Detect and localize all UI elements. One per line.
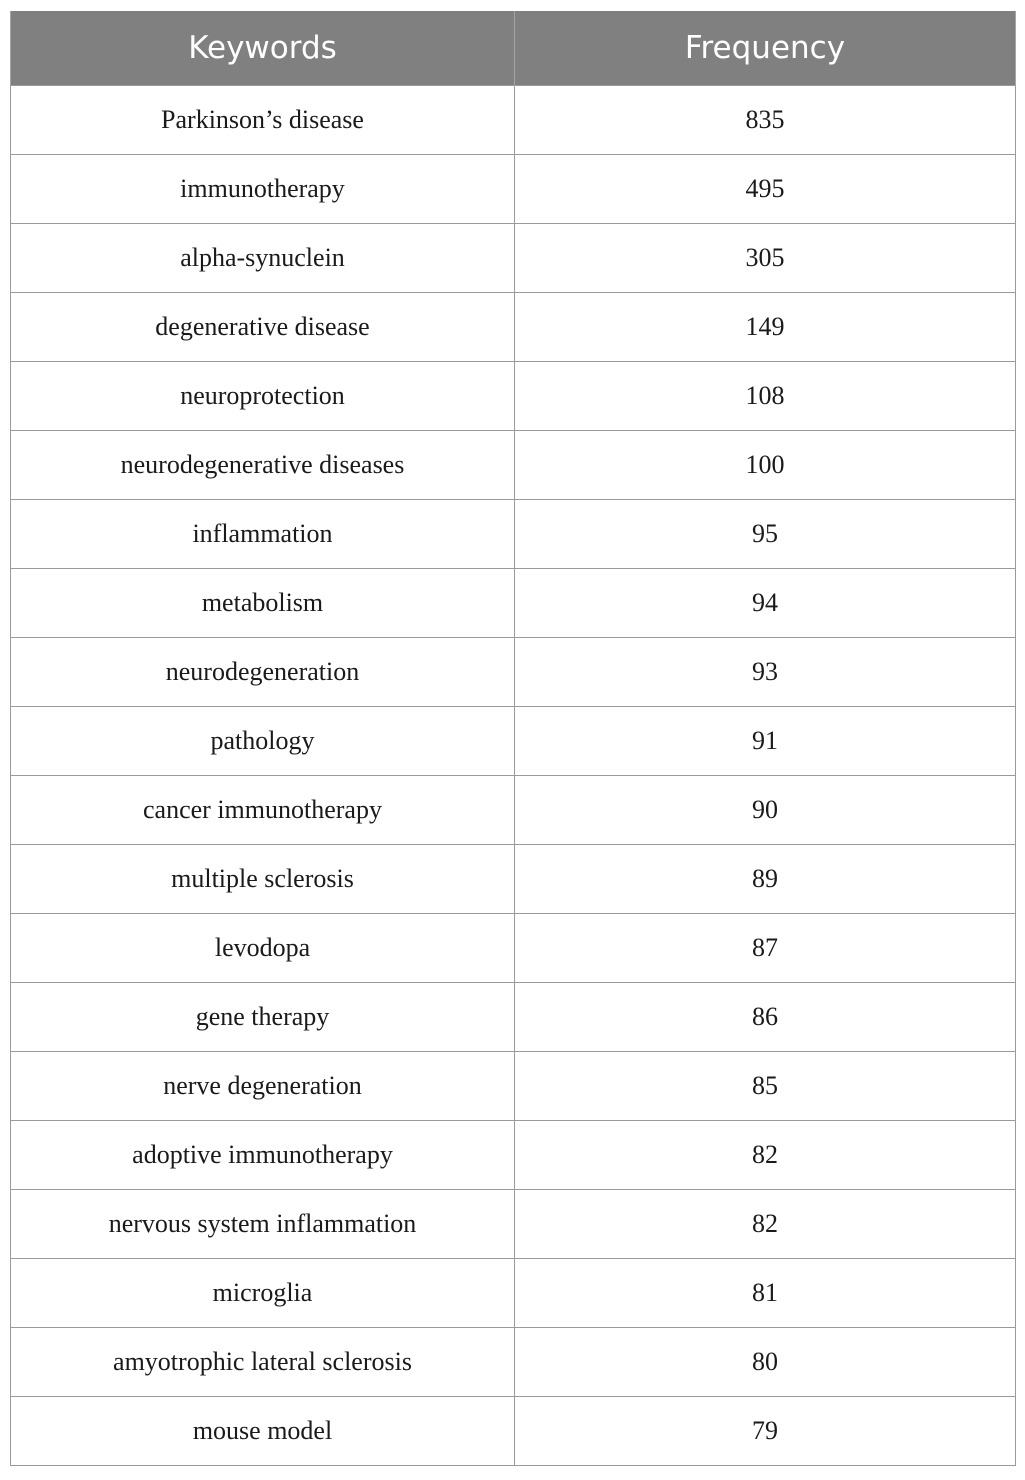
frequency-cell: 81 [515,1259,1016,1328]
table-row [11,500,1016,569]
keyword-cell: microglia [11,1259,515,1328]
header-row [11,11,1016,86]
keyword-cell: nerve degeneration [11,1052,515,1121]
keyword-cell: Parkinson’s disease [11,86,515,155]
table-row [11,1259,1016,1328]
frequency-cell: 79 [515,1397,1016,1466]
keyword-cell: degenerative disease [11,293,515,362]
keyword-cell: cancer immunotherapy [11,776,515,845]
frequency-cell: 835 [515,86,1016,155]
keyword-cell: immunotherapy [11,155,515,224]
frequency-cell: 85 [515,1052,1016,1121]
keyword-frequency-table-container [10,11,1015,1466]
frequency-cell: 87 [515,914,1016,983]
keyword-cell: mouse model [11,1397,515,1466]
table-row [11,431,1016,500]
keyword-cell: metabolism [11,569,515,638]
keyword-cell: adoptive immunotherapy [11,1121,515,1190]
keyword-cell: gene therapy [11,983,515,1052]
frequency-cell: 95 [515,500,1016,569]
keyword-cell: levodopa [11,914,515,983]
frequency-cell: 149 [515,293,1016,362]
table-header [11,11,1016,86]
keyword-cell: amyotrophic lateral sclerosis [11,1328,515,1397]
table-row [11,293,1016,362]
table-row [11,1190,1016,1259]
keyword-cell: alpha-synuclein [11,224,515,293]
table-row [11,1328,1016,1397]
frequency-cell: 91 [515,707,1016,776]
frequency-cell: 90 [515,776,1016,845]
frequency-cell: 100 [515,431,1016,500]
table-row [11,845,1016,914]
table-row [11,707,1016,776]
frequency-cell: 305 [515,224,1016,293]
keyword-cell: neurodegenerative diseases [11,431,515,500]
keyword-frequency-table [10,11,1016,1466]
keyword-cell: pathology [11,707,515,776]
table-row [11,224,1016,293]
keyword-cell: neurodegeneration [11,638,515,707]
table-row [11,638,1016,707]
frequency-cell: 80 [515,1328,1016,1397]
table-row [11,914,1016,983]
table-row [11,776,1016,845]
keyword-cell: inflammation [11,500,515,569]
keyword-cell: nervous system inflammation [11,1190,515,1259]
table-row [11,1397,1016,1466]
table-row [11,1121,1016,1190]
frequency-cell: 495 [515,155,1016,224]
table-row [11,983,1016,1052]
table-row [11,1052,1016,1121]
table-row [11,155,1016,224]
keyword-cell: multiple sclerosis [11,845,515,914]
table-body [11,86,1016,1466]
table-row [11,569,1016,638]
header-frequency: Frequency [515,11,1016,86]
frequency-cell: 94 [515,569,1016,638]
table-row [11,86,1016,155]
keyword-cell: neuroprotection [11,362,515,431]
frequency-cell: 86 [515,983,1016,1052]
header-keywords: Keywords [11,11,515,86]
frequency-cell: 82 [515,1121,1016,1190]
frequency-cell: 89 [515,845,1016,914]
frequency-cell: 108 [515,362,1016,431]
table-row [11,362,1016,431]
frequency-cell: 93 [515,638,1016,707]
frequency-cell: 82 [515,1190,1016,1259]
